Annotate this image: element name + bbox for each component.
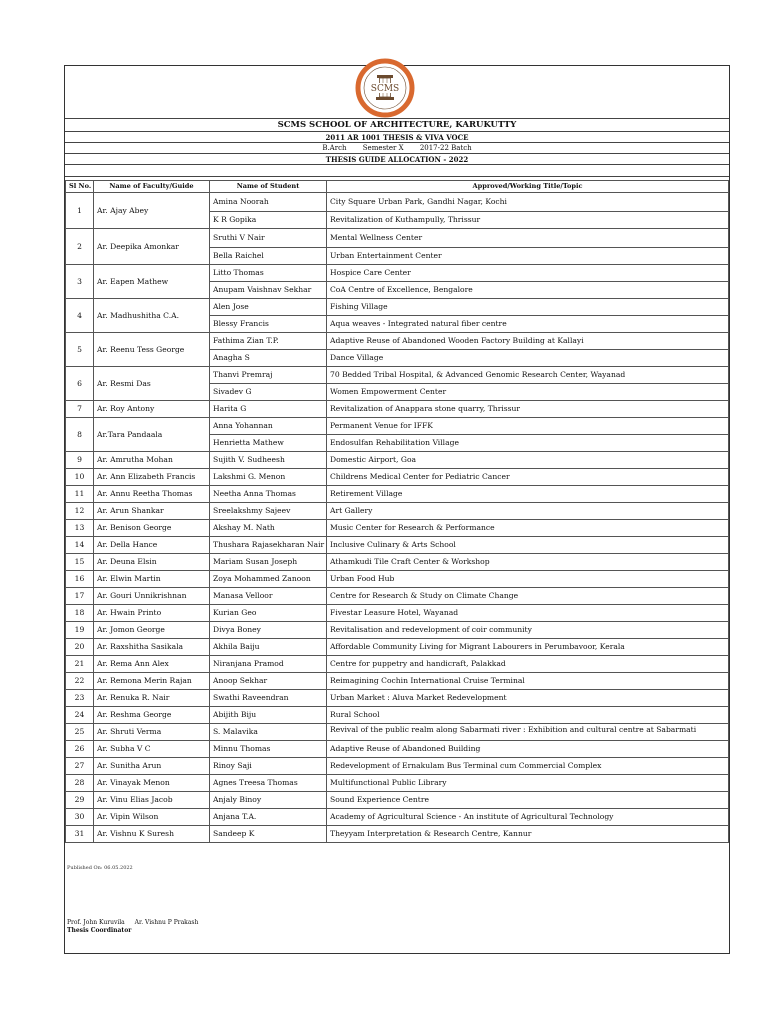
topic-cell: Revitalization of Anappara stone quarry, Thrissur — [327, 401, 729, 418]
student-name-cell: Divya Boney — [210, 622, 327, 639]
table-row — [66, 826, 729, 843]
topic-cell: Inclusive Culinary & Arts School — [327, 537, 729, 554]
topic-cell: Endosulfan Rehabilitation Village — [327, 435, 729, 452]
serial-number-cell: 21 — [66, 656, 94, 673]
serial-number-cell: 6 — [66, 367, 94, 401]
serial-number-cell: 26 — [66, 741, 94, 758]
guide-name-cell: Ar. Deepika Amonkar — [94, 229, 210, 265]
student-name-cell: Amina Noorah — [210, 193, 327, 212]
student-name-cell: Swathi Raveendran — [210, 690, 327, 707]
guide-name-cell: Ar. Ann Elizabeth Francis — [94, 469, 210, 486]
table-row — [66, 452, 729, 469]
table-row — [66, 401, 729, 418]
serial-number-cell: 22 — [66, 673, 94, 690]
guide-name-cell: Ar. Raxshitha Sasikala — [94, 639, 210, 656]
serial-number-cell: 28 — [66, 775, 94, 792]
serial-number-cell: 3 — [66, 265, 94, 299]
topic-cell: 70 Bedded Tribal Hospital, & Advanced Genomic Research Center, Wayanad — [327, 367, 729, 384]
serial-number-cell: 20 — [66, 639, 94, 656]
student-name-cell: Akhila Baiju — [210, 639, 327, 656]
student-name-cell: Akshay M. Nath — [210, 520, 327, 537]
signatory-2: Ar. Vishnu P Prakash — [134, 919, 199, 926]
table-row — [66, 193, 729, 212]
guide-allocation-table — [65, 180, 729, 843]
student-name-cell: Anoop Sekhar — [210, 673, 327, 690]
school-name: SCMS SCHOOL OF ARCHITECTURE, KARUKUTTY — [65, 118, 729, 131]
table-row — [66, 775, 729, 792]
table-row — [66, 333, 729, 350]
topic-cell: Adaptive Reuse of Abandoned Wooden Factory Building at Kallayi — [327, 333, 729, 350]
table-row — [66, 571, 729, 588]
signatory-role: Thesis Coordinator — [67, 927, 132, 934]
topic-cell: Urban Entertainment Center — [327, 248, 729, 265]
serial-number-cell: 8 — [66, 418, 94, 452]
serial-number-cell: 2 — [66, 229, 94, 265]
guide-name-cell: Ar. Gouri Unnikrishnan — [94, 588, 210, 605]
logo-text: SCMS — [370, 84, 400, 94]
table-header-row — [66, 181, 729, 193]
student-name-cell: Sujith V. Sudheesh — [210, 452, 327, 469]
student-name-cell: Alen Jose — [210, 299, 327, 316]
serial-number-cell: 25 — [66, 724, 94, 741]
guide-name-cell: Ar. Rema Ann Alex — [94, 656, 210, 673]
table-row — [66, 367, 729, 384]
guide-name-cell: Ar. Vishnu K Suresh — [94, 826, 210, 843]
guide-name-cell: Ar. Jomon George — [94, 622, 210, 639]
course-title: 2011 AR 1001 THESIS & VIVA VOCE — [65, 131, 729, 142]
topic-cell: Academy of Agricultural Science - An institute of Agricultural Technology — [327, 809, 729, 826]
student-name-cell: Mariam Susan Joseph — [210, 554, 327, 571]
student-name-cell: Sivadev G — [210, 384, 327, 401]
guide-name-cell: Ar. Sunitha Arun — [94, 758, 210, 775]
guide-name-cell: Ar. Madhushitha C.A. — [94, 299, 210, 333]
serial-number-cell: 30 — [66, 809, 94, 826]
guide-name-cell: Ar. Hwain Printo — [94, 605, 210, 622]
student-name-cell: Litto Thomas — [210, 265, 327, 282]
serial-number-cell: 4 — [66, 299, 94, 333]
guide-name-cell: Ar. Annu Reetha Thomas — [94, 486, 210, 503]
student-name-cell: Niranjana Pramod — [210, 656, 327, 673]
guide-name-cell: Ar. Vinayak Menon — [94, 775, 210, 792]
topic-cell: Adaptive Reuse of Abandoned Building — [327, 741, 729, 758]
guide-name-cell: Ar. Amrutha Mohan — [94, 452, 210, 469]
student-name-cell: Fathima Zian T.P. — [210, 333, 327, 350]
logo-base — [376, 97, 394, 100]
student-name-cell: Anupam Vaishnav Sekhar — [210, 282, 327, 299]
table-row — [66, 707, 729, 724]
student-name-cell: Anagha S — [210, 350, 327, 367]
serial-number-cell: 11 — [66, 486, 94, 503]
table-row — [66, 809, 729, 826]
topic-cell: Revitalisation and redevelopment of coir community — [327, 622, 729, 639]
topic-cell: Women Empowerment Center — [327, 384, 729, 401]
guide-name-cell: Ar. Vinu Elias Jacob — [94, 792, 210, 809]
serial-number-cell: 18 — [66, 605, 94, 622]
column-header-topic: Approved/Working Title/Topic — [327, 181, 729, 193]
student-name-cell: Zoya Mohammed Zanoon — [210, 571, 327, 588]
topic-cell: Sound Experience Centre — [327, 792, 729, 809]
guide-name-cell: Ar. Reshma George — [94, 707, 210, 724]
serial-number-cell: 16 — [66, 571, 94, 588]
student-name-cell: Abijith Biju — [210, 707, 327, 724]
topic-cell: CoA Centre of Excellence, Bengalore — [327, 282, 729, 299]
topic-cell: Athamkudi Tile Craft Center & Workshop — [327, 554, 729, 571]
table-row — [66, 265, 729, 282]
table-row — [66, 469, 729, 486]
table-row — [66, 690, 729, 707]
logo-capital — [377, 75, 393, 78]
guide-name-cell: Ar. Deuna Elsin — [94, 554, 210, 571]
topic-cell: Fishing Village — [327, 299, 729, 316]
column-header-guide: Name of Faculty/Guide — [94, 181, 210, 193]
guide-name-cell: Ar. Subha V C — [94, 741, 210, 758]
batch: 2017-22 Batch — [419, 144, 472, 152]
student-name-cell: Rinoy Saji — [210, 758, 327, 775]
topic-cell: Dance Village — [327, 350, 729, 367]
serial-number-cell: 27 — [66, 758, 94, 775]
student-name-cell: Henrietta Mathew — [210, 435, 327, 452]
topic-cell: Rural School — [327, 707, 729, 724]
allocation-sheet — [64, 65, 730, 954]
serial-number-cell: 12 — [66, 503, 94, 520]
document-header — [65, 118, 729, 177]
guide-name-cell: Ar. Eapen Mathew — [94, 265, 210, 299]
table-row — [66, 486, 729, 503]
program-line — [65, 142, 729, 153]
topic-cell: Urban Food Hub — [327, 571, 729, 588]
topic-cell: Reimagining Cochin International Cruise Terminal — [327, 673, 729, 690]
table-row — [66, 588, 729, 605]
guide-name-cell: Ar. Vipin Wilson — [94, 809, 210, 826]
student-name-cell: Sruthi V Nair — [210, 229, 327, 248]
student-name-cell: Sreelakshmy Sajeev — [210, 503, 327, 520]
serial-number-cell: 15 — [66, 554, 94, 571]
table-row — [66, 537, 729, 554]
topic-cell: Urban Market : Aluva Market Redevelopment — [327, 690, 729, 707]
guide-name-cell: Ar. Roy Antony — [94, 401, 210, 418]
table-row — [66, 418, 729, 435]
topic-cell: Theyyam Interpretation & Research Centre, Kannur — [327, 826, 729, 843]
program: B.Arch — [322, 144, 347, 152]
topic-cell: Aqua weaves - Integrated natural fiber centre — [327, 316, 729, 333]
table-row — [66, 792, 729, 809]
student-name-cell: Minnu Thomas — [210, 741, 327, 758]
student-name-cell: Manasa Velloor — [210, 588, 327, 605]
guide-name-cell: Ar. Arun Shankar — [94, 503, 210, 520]
student-name-cell: Bella Raichel — [210, 248, 327, 265]
guide-name-cell: Ar. Shruti Verma — [94, 724, 210, 741]
serial-number-cell: 1 — [66, 193, 94, 229]
student-name-cell: Harita G — [210, 401, 327, 418]
topic-cell: Centre for puppetry and handicraft, Palakkad — [327, 656, 729, 673]
topic-cell: Multifunctional Public Library — [327, 775, 729, 792]
student-name-cell: Anjaly Binoy — [210, 792, 327, 809]
topic-cell: Affordable Community Living for Migrant Labourers in Perumbavoor, Kerala — [327, 639, 729, 656]
guide-name-cell: Ar. Ajay Abey — [94, 193, 210, 229]
guide-name-cell: Ar. Della Hance — [94, 537, 210, 554]
guide-name-cell: Ar. Remona Merin Rajan — [94, 673, 210, 690]
serial-number-cell: 24 — [66, 707, 94, 724]
column-header-student: Name of Student — [210, 181, 327, 193]
scms-logo — [355, 58, 415, 118]
semester: Semester X — [362, 144, 404, 152]
student-name-cell: Anjana T.A. — [210, 809, 327, 826]
serial-number-cell: 31 — [66, 826, 94, 843]
guide-name-cell: Ar.Tara Pandaala — [94, 418, 210, 452]
topic-cell: Revival of the public realm along Sabarmati river : Exhibition and cultural centre at Sabarmati — [327, 724, 729, 741]
topic-cell: Domestic Airport, Goa — [327, 452, 729, 469]
serial-number-cell: 23 — [66, 690, 94, 707]
topic-cell: Art Gallery — [327, 503, 729, 520]
student-name-cell: Agnes Treesa Thomas — [210, 775, 327, 792]
table-row — [66, 741, 729, 758]
topic-cell: Revitalization of Kuthampully, Thrissur — [327, 212, 729, 229]
serial-number-cell: 9 — [66, 452, 94, 469]
table-row — [66, 229, 729, 248]
guide-name-cell: Ar. Resmi Das — [94, 367, 210, 401]
column-header-sl: Sl No. — [66, 181, 94, 193]
student-name-cell: Blessy Francis — [210, 316, 327, 333]
serial-number-cell: 17 — [66, 588, 94, 605]
allocation-title: THESIS GUIDE ALLOCATION - 2022 — [65, 153, 729, 164]
student-name-cell: Kurian Geo — [210, 605, 327, 622]
student-name-cell: Thanvi Premraj — [210, 367, 327, 384]
serial-number-cell: 10 — [66, 469, 94, 486]
published-date: Published On: 06.05.2022 — [67, 865, 133, 871]
topic-cell: Permanent Venue for IFFK — [327, 418, 729, 435]
table-row — [66, 673, 729, 690]
serial-number-cell: 7 — [66, 401, 94, 418]
student-name-cell: Thushara Rajasekharan Nair — [210, 537, 327, 554]
student-name-cell: Sandeep K — [210, 826, 327, 843]
table-row — [66, 758, 729, 775]
serial-number-cell: 29 — [66, 792, 94, 809]
topic-cell: Hospice Care Center — [327, 265, 729, 282]
serial-number-cell: 5 — [66, 333, 94, 367]
topic-cell: Retirement Village — [327, 486, 729, 503]
guide-name-cell: Ar. Reenu Tess George — [94, 333, 210, 367]
student-name-cell: S. Malavika — [210, 724, 327, 741]
student-name-cell: K R Gopika — [210, 212, 327, 229]
table-row — [66, 605, 729, 622]
table-row — [66, 503, 729, 520]
signature-block — [67, 919, 206, 935]
topic-cell: Music Center for Research & Performance — [327, 520, 729, 537]
student-name-cell: Neetha Anna Thomas — [210, 486, 327, 503]
topic-cell: Fivestar Leasure Hotel, Wayanad — [327, 605, 729, 622]
table-row — [66, 622, 729, 639]
table-row — [66, 724, 729, 741]
guide-name-cell: Ar. Benison George — [94, 520, 210, 537]
signatory-1: Prof. John Kuruvila — [67, 919, 125, 926]
table-row — [66, 656, 729, 673]
guide-name-cell: Ar. Elwin Martin — [94, 571, 210, 588]
student-name-cell: Lakshmi G. Menon — [210, 469, 327, 486]
topic-cell: Redevelopment of Ernakulam Bus Terminal cum Commercial Complex — [327, 758, 729, 775]
table-body — [66, 193, 729, 843]
header-spacer — [65, 164, 729, 177]
table-row — [66, 299, 729, 316]
topic-cell: Centre for Research & Study on Climate Change — [327, 588, 729, 605]
serial-number-cell: 19 — [66, 622, 94, 639]
table-row — [66, 554, 729, 571]
serial-number-cell: 13 — [66, 520, 94, 537]
topic-cell: Childrens Medical Center for Pediatric Cancer — [327, 469, 729, 486]
topic-cell: City Square Urban Park, Gandhi Nagar, Kochi — [327, 193, 729, 212]
topic-cell: Mental Wellness Center — [327, 229, 729, 248]
table-row — [66, 520, 729, 537]
student-name-cell: Anna Yohannan — [210, 418, 327, 435]
table-row — [66, 639, 729, 656]
serial-number-cell: 14 — [66, 537, 94, 554]
guide-name-cell: Ar. Renuka R. Nair — [94, 690, 210, 707]
